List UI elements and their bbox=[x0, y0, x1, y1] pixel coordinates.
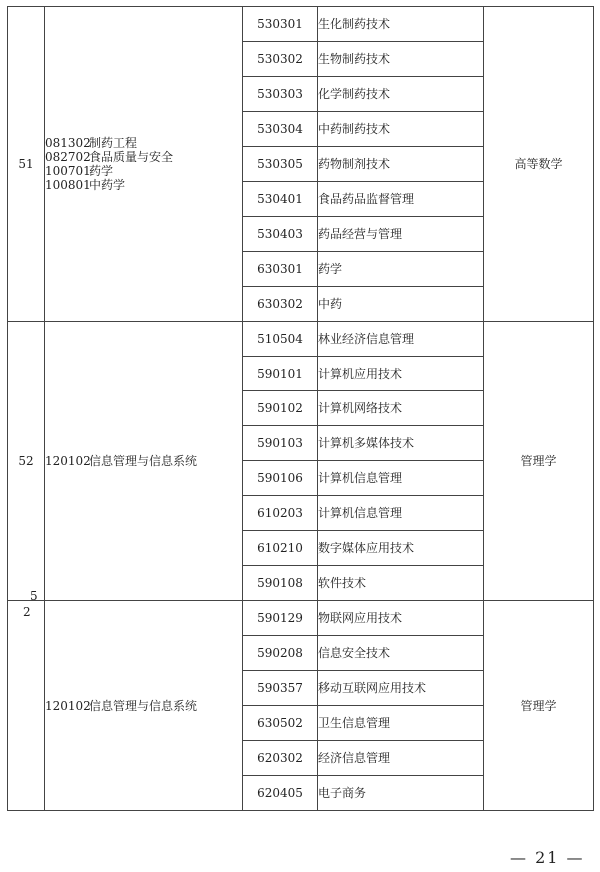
undergrad-major-item bbox=[45, 699, 242, 713]
college-major-name: 计算机网络技术 bbox=[318, 391, 484, 426]
undergrad-major-item bbox=[45, 178, 242, 192]
undergrad-major-code: 120102 bbox=[45, 453, 91, 468]
group-number-cell bbox=[8, 589, 45, 811]
college-major-code: 610203 bbox=[243, 496, 318, 531]
college-major-name: 中药 bbox=[318, 286, 484, 321]
college-major-code: 590108 bbox=[243, 566, 318, 601]
exam-subject-cell: 高等数学 bbox=[484, 7, 594, 322]
undergrad-major-cell bbox=[45, 7, 243, 322]
major-mapping-table bbox=[7, 6, 594, 811]
undergrad-major-code: 100801 bbox=[45, 177, 91, 192]
undergrad-major-code: 082702 bbox=[45, 149, 91, 164]
college-major-code: 630502 bbox=[243, 706, 318, 741]
undergrad-major-cell bbox=[45, 601, 243, 811]
college-major-name: 生化制药技术 bbox=[318, 7, 484, 42]
college-major-name: 计算机多媒体技术 bbox=[318, 426, 484, 461]
table-body bbox=[8, 7, 594, 811]
undergrad-major-code: 120102 bbox=[45, 698, 91, 713]
undergrad-major-code: 100701 bbox=[45, 163, 91, 178]
college-major-code: 530401 bbox=[243, 181, 318, 216]
college-major-code: 530303 bbox=[243, 76, 318, 111]
college-major-name: 药物制剂技术 bbox=[318, 146, 484, 181]
exam-subject-cell: 管理学 bbox=[484, 601, 594, 811]
college-major-code: 610210 bbox=[243, 531, 318, 566]
college-major-name: 食品药品监督管理 bbox=[318, 181, 484, 216]
undergrad-major-name: 信息管理与信息系统 bbox=[89, 453, 198, 468]
college-major-code: 590357 bbox=[243, 671, 318, 706]
college-major-code: 630301 bbox=[243, 251, 318, 286]
college-major-code: 620302 bbox=[243, 741, 318, 776]
group-number-cell: 52 bbox=[8, 321, 45, 601]
undergrad-major-item bbox=[45, 454, 242, 468]
group-number-part: 2 bbox=[23, 605, 31, 620]
undergrad-major-name: 中药学 bbox=[89, 177, 126, 192]
table-row bbox=[8, 601, 594, 636]
college-major-name: 化学制药技术 bbox=[318, 76, 484, 111]
college-major-code: 590103 bbox=[243, 426, 318, 461]
college-major-code: 590208 bbox=[243, 636, 318, 671]
college-major-name: 计算机信息管理 bbox=[318, 496, 484, 531]
college-major-code: 530403 bbox=[243, 216, 318, 251]
page-number: — 21 — bbox=[510, 848, 585, 867]
table-row bbox=[8, 7, 594, 42]
college-major-name: 信息安全技术 bbox=[318, 636, 484, 671]
college-major-code: 530302 bbox=[243, 41, 318, 76]
undergrad-major-item bbox=[45, 136, 242, 150]
college-major-name: 计算机信息管理 bbox=[318, 461, 484, 496]
college-major-code: 590129 bbox=[243, 601, 318, 636]
college-major-name: 计算机应用技术 bbox=[318, 356, 484, 391]
college-major-code: 630302 bbox=[243, 286, 318, 321]
undergrad-major-code: 081302 bbox=[45, 135, 91, 150]
college-major-code: 590101 bbox=[243, 356, 318, 391]
college-major-name: 林业经济信息管理 bbox=[318, 321, 484, 356]
group-number-split bbox=[8, 589, 44, 810]
college-major-code: 590106 bbox=[243, 461, 318, 496]
college-major-name: 药学 bbox=[318, 251, 484, 286]
college-major-name: 移动互联网应用技术 bbox=[318, 671, 484, 706]
college-major-code: 530301 bbox=[243, 7, 318, 42]
college-major-code: 530304 bbox=[243, 111, 318, 146]
undergrad-major-name: 食品质量与安全 bbox=[89, 149, 174, 164]
college-major-code: 530305 bbox=[243, 146, 318, 181]
undergrad-major-cell bbox=[45, 321, 243, 601]
college-major-name: 卫生信息管理 bbox=[318, 706, 484, 741]
college-major-name: 物联网应用技术 bbox=[318, 601, 484, 636]
undergrad-major-name: 药学 bbox=[89, 163, 114, 178]
college-major-name: 数字媒体应用技术 bbox=[318, 531, 484, 566]
undergrad-major-name: 制药工程 bbox=[89, 135, 138, 150]
college-major-name: 药品经营与管理 bbox=[318, 216, 484, 251]
table-row bbox=[8, 321, 594, 356]
group-number-cell: 51 bbox=[8, 7, 45, 322]
college-major-code: 620405 bbox=[243, 775, 318, 810]
undergrad-major-item bbox=[45, 150, 242, 164]
undergrad-major-item bbox=[45, 164, 242, 178]
college-major-code: 510504 bbox=[243, 321, 318, 356]
college-major-code: 590102 bbox=[243, 391, 318, 426]
college-major-name: 生物制药技术 bbox=[318, 41, 484, 76]
college-major-name: 软件技术 bbox=[318, 566, 484, 601]
exam-subject-cell: 管理学 bbox=[484, 321, 594, 601]
college-major-name: 中药制药技术 bbox=[318, 111, 484, 146]
group-number-part: 5 bbox=[30, 589, 38, 604]
undergrad-major-name: 信息管理与信息系统 bbox=[89, 698, 198, 713]
college-major-name: 经济信息管理 bbox=[318, 741, 484, 776]
college-major-name: 电子商务 bbox=[318, 775, 484, 810]
